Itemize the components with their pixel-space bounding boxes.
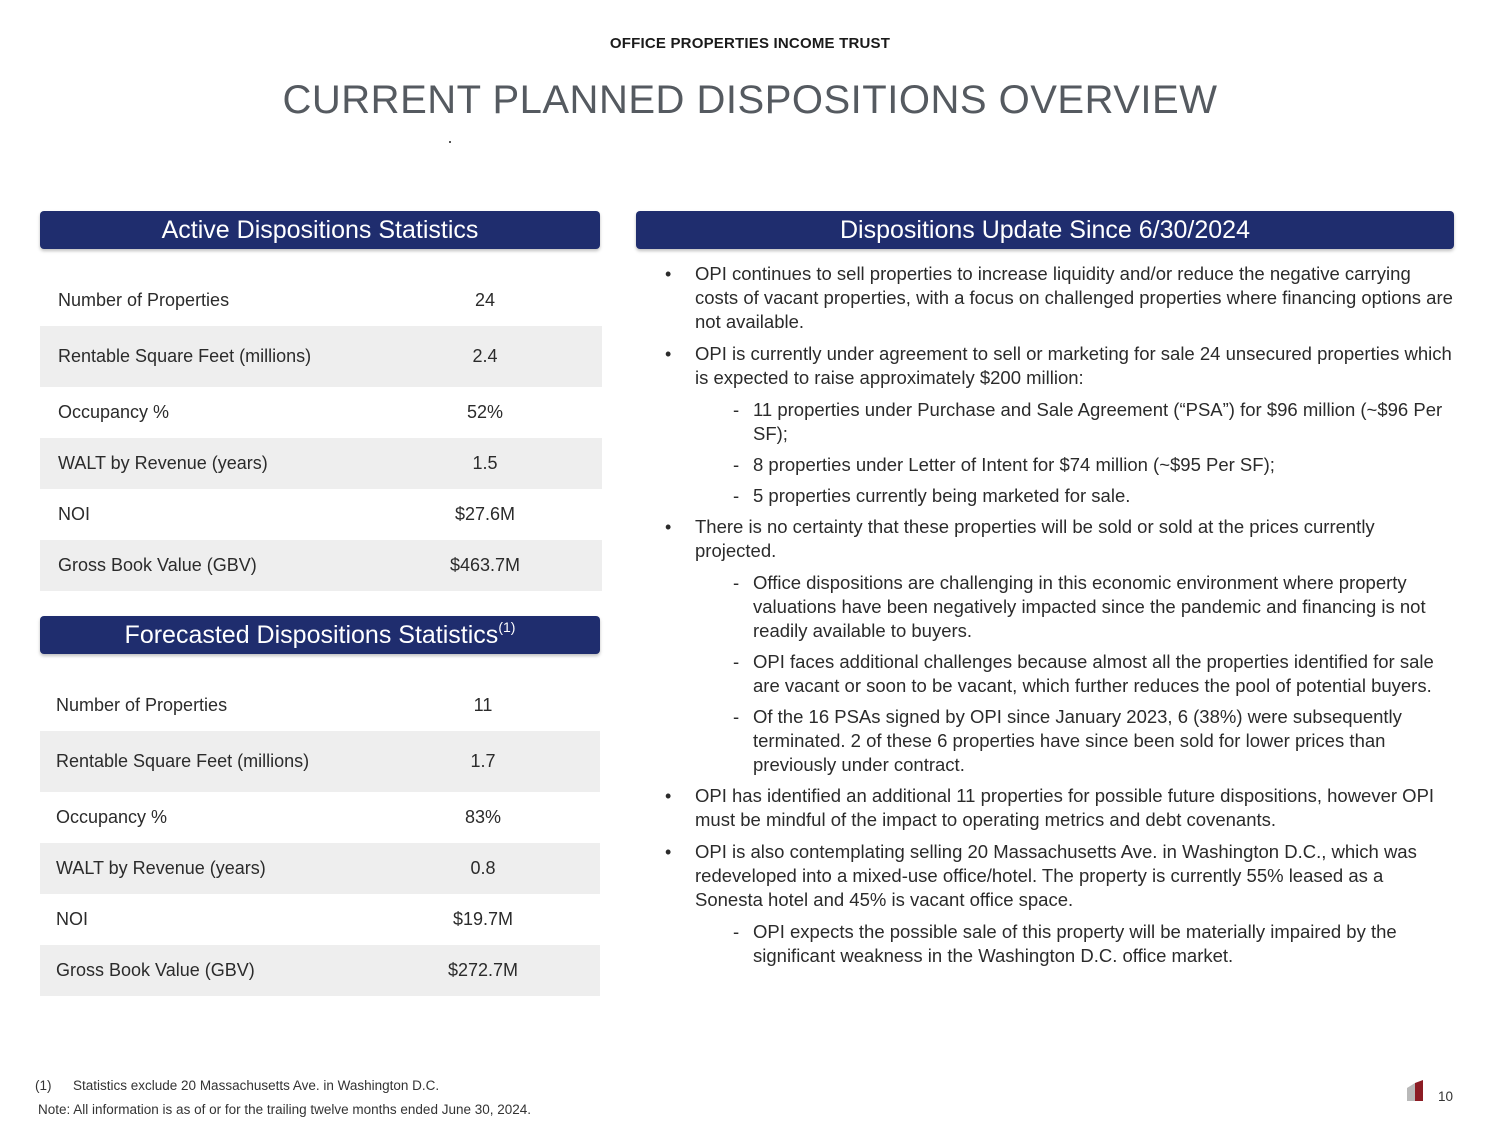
bullet-text: OPI continues to sell properties to increase liquidity and/or reduce the negative carrying costs of vacant properties, with a focus on challenged properties where financing options are not available.	[695, 263, 1453, 332]
row-label: Rentable Square Feet (millions)	[58, 346, 312, 366]
table-row	[40, 945, 600, 996]
bullet-icon: •	[665, 786, 672, 806]
sub-text: OPI expects the possible sale of this property will be materially impaired by the significant weakness in the Washington D.C. office market.	[753, 921, 1397, 966]
update-content	[665, 262, 1455, 975]
footnote-note: Note: All information is as of or for the trailing twelve months ended June 30, 2024.	[38, 1102, 532, 1117]
sub-text: 5 properties currently being marketed for sale.	[753, 485, 1131, 506]
bullet-text: OPI has identified an additional 11 properties for possible future dispositions, however OPI must be mindful of the impact to operating metrics and debt covenants.	[695, 785, 1435, 830]
table-row	[40, 792, 600, 843]
table-row	[40, 326, 602, 387]
footnote-number: (1)	[35, 1078, 52, 1093]
table-row	[40, 731, 600, 792]
bullet-text: There is no certainty that these properties will be sold or sold at the prices currently projected.	[695, 516, 1375, 561]
row-label: NOI	[56, 909, 89, 929]
row-label: Occupancy %	[58, 402, 170, 422]
table-row	[40, 489, 602, 540]
footnote-1	[35, 1078, 439, 1093]
bullet-icon: •	[665, 517, 672, 537]
forecast-stats-header	[40, 616, 600, 654]
sub-list-item	[665, 571, 1455, 643]
sub-list-item	[665, 705, 1455, 777]
row-label: Rentable Square Feet (millions)	[56, 751, 310, 771]
page-title: CURRENT PLANNED DISPOSITIONS OVERVIEW	[282, 78, 1218, 122]
table-row	[40, 540, 602, 591]
table-row	[40, 843, 600, 894]
table-row	[40, 680, 600, 731]
row-value: 1.7	[470, 751, 496, 771]
sub-list-item	[665, 650, 1455, 698]
sub-text: Of the 16 PSAs signed by OPI since January 2023, 6 (38%) were subsequently terminated. 2 of these 6 properties have since been sold for lower prices than previously under contract.	[753, 706, 1402, 775]
row-label: Number of Properties	[58, 290, 230, 310]
sub-text: Office dispositions are challenging in this economic environment where property valuations have been negatively impacted since the pandemic and financing is not readily available to buyers.	[753, 572, 1426, 641]
list-item	[665, 342, 1455, 390]
footnote-marker: (1)	[498, 618, 516, 635]
row-value: 83%	[464, 807, 502, 827]
dash-icon: -	[733, 651, 740, 672]
dash-icon: -	[733, 706, 740, 727]
sub-text: OPI faces additional challenges because almost all the properties identified for sale are vacant or soon to be vacant, which further reduces the pool of potential buyers.	[753, 651, 1434, 696]
active-stats-title: Active Dispositions Statistics	[161, 216, 479, 244]
page-number: 10	[1438, 1089, 1454, 1104]
dash-icon: -	[733, 485, 740, 506]
row-label: Gross Book Value (GBV)	[58, 555, 257, 575]
row-label: Occupancy %	[56, 807, 168, 827]
table-row	[40, 894, 600, 945]
dash-icon: -	[733, 921, 740, 942]
sub-text: 8 properties under Letter of Intent for $74 million (~$95 Per SF);	[753, 454, 1275, 475]
bullet-text: OPI is currently under agreement to sell or marketing for sale 24 unsecured properties which is expected to raise approximately $200 million:	[695, 343, 1452, 388]
list-item	[665, 840, 1455, 912]
sub-text: 11 properties under Purchase and Sale Agreement (“PSA”) for $96 million (~$96 Per SF);	[753, 399, 1443, 444]
bullet-icon: •	[665, 264, 672, 284]
row-label: Gross Book Value (GBV)	[56, 960, 255, 980]
dash-icon: -	[733, 572, 740, 593]
bullet-icon: •	[665, 344, 672, 364]
row-value: 52%	[466, 402, 504, 422]
sub-list-item	[665, 920, 1455, 968]
row-value: $27.6M	[454, 504, 516, 524]
bullet-text: OPI is also contemplating selling 20 Massachusetts Ave. in Washington D.C., which was redeveloped into a mixed-use office/hotel. The property is currently 55% leased as a Sonesta hotel and 45% is vacant office space.	[695, 841, 1417, 910]
forecast-stats-table	[40, 680, 600, 996]
update-header	[636, 211, 1454, 249]
list-item	[665, 515, 1455, 563]
footnote-text: Statistics exclude 20 Massachusetts Ave. in Washington D.C.	[73, 1078, 440, 1093]
update-title: Dispositions Update Since 6/30/2024	[840, 216, 1250, 244]
active-stats-header	[40, 211, 600, 249]
active-stats-table	[40, 275, 602, 591]
row-value: 11	[473, 695, 493, 715]
company-name: OFFICE PROPERTIES INCOME TRUST	[609, 35, 891, 52]
dash-icon: -	[733, 454, 740, 475]
company-logo-icon	[1405, 1080, 1425, 1102]
row-value: 0.8	[470, 858, 496, 878]
stray-dot	[449, 141, 451, 143]
row-label: NOI	[58, 504, 91, 524]
sub-list-item	[665, 398, 1455, 446]
row-value: 2.4	[472, 346, 498, 366]
list-item	[665, 784, 1455, 832]
sub-list-item	[665, 453, 1455, 477]
row-value: 1.5	[472, 453, 498, 473]
row-value: $272.7M	[447, 960, 519, 980]
table-row	[40, 438, 602, 489]
row-value: $19.7M	[452, 909, 514, 929]
row-label: Number of Properties	[56, 695, 228, 715]
row-label: WALT by Revenue (years)	[58, 453, 268, 473]
row-value: 24	[474, 290, 496, 310]
forecast-stats-title: Forecasted Dispositions Statistics	[124, 621, 499, 649]
list-item	[665, 262, 1455, 334]
table-row	[40, 275, 602, 326]
table-row	[40, 387, 602, 438]
row-value: $463.7M	[449, 555, 521, 575]
dash-icon: -	[733, 399, 740, 420]
row-label: WALT by Revenue (years)	[56, 858, 266, 878]
bullet-icon: •	[665, 842, 672, 862]
sub-list-item	[665, 484, 1455, 508]
